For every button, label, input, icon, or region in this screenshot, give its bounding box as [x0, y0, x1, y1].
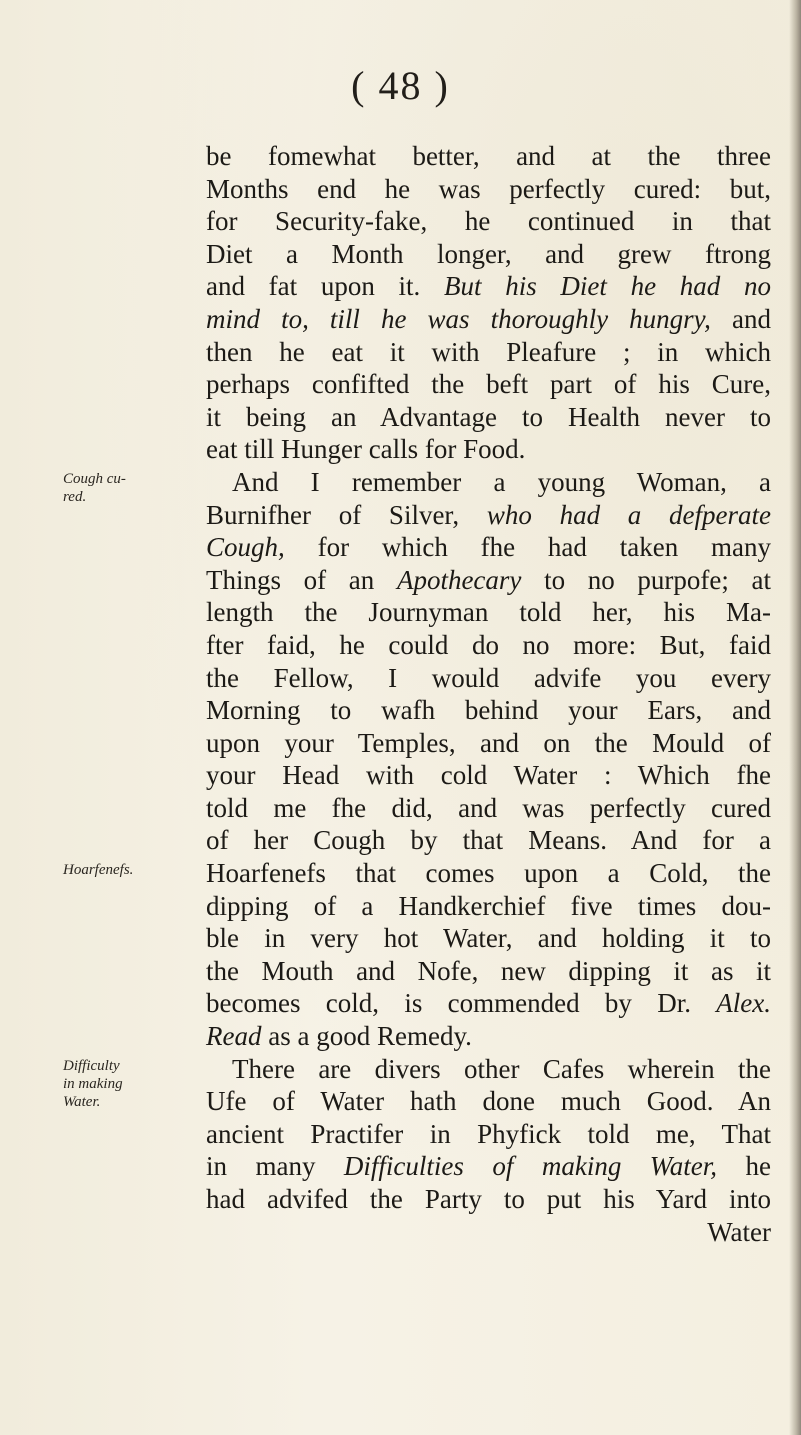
text-segment: the Mouth and Nofe, new dipping it as it — [206, 955, 771, 986]
text-line — [206, 596, 771, 629]
text-segment: And I remember a young Woman, a — [232, 466, 771, 497]
italic-text: Alex. — [716, 988, 771, 1019]
text-segment: Hoarfenefs that comes upon a Cold, the — [206, 858, 771, 889]
text-line — [206, 238, 771, 271]
text-line — [206, 173, 771, 206]
text-segment: Diet a Month longer, and grew ftrong — [206, 238, 771, 269]
text-segment: ancient Practifer in Phyfick told me, That — [206, 1118, 771, 1149]
text-segment: for which fhe had taken many — [284, 532, 771, 563]
text-segment: length the Journyman told her, his Ma- — [206, 597, 771, 628]
text-line — [206, 1020, 771, 1053]
text-line — [206, 922, 771, 955]
text-segment: as a good Remedy. — [261, 1021, 472, 1052]
text-segment: dipping of a Handkerchief five times dou- — [206, 890, 771, 921]
text-segment: upon your Temples, and on the Mould of — [206, 727, 771, 758]
margin-note-line: Cough cu- — [63, 471, 126, 487]
margin-note-line: in making — [63, 1075, 123, 1092]
text-line — [206, 629, 771, 662]
text-segment: eat till Hunger calls for Food. — [206, 434, 526, 465]
text-segment: Ufe of Water hath done much Good. An — [206, 1086, 771, 1117]
text-segment: Burnifher of Silver, — [206, 499, 487, 530]
margin-note-line: Difficulty — [63, 1057, 120, 1074]
italic-text: Apothecary — [396, 564, 522, 595]
text-segment: told me fhe did, and was perfectly cured — [206, 792, 771, 823]
text-segment: fter faid, he could do no more: But, faid — [206, 629, 771, 660]
text-line — [206, 401, 771, 434]
text-line — [206, 499, 771, 532]
text-line — [206, 1150, 771, 1183]
text-line — [206, 1085, 771, 1118]
text-segment: and — [710, 303, 771, 334]
text-segment: it being an Advantage to Health never to — [206, 401, 771, 432]
text-line — [206, 1183, 771, 1216]
text-line — [206, 694, 771, 727]
margin-note-line: Hoarfenefs. — [63, 862, 134, 879]
text-line — [206, 140, 771, 173]
text-segment: There are divers other Cafes wherein the — [232, 1053, 771, 1084]
text-segment: Things of an — [206, 564, 397, 595]
text-segment: becomes cold, is commended by Dr. — [206, 988, 717, 1019]
text-line — [206, 270, 771, 303]
text-line — [206, 531, 771, 564]
text-line — [206, 987, 771, 1020]
text-segment: he — [717, 1151, 771, 1182]
text-segment: ble in very hot Water, and holding it to — [206, 923, 771, 954]
margin-note — [63, 470, 191, 506]
text-segment: be fomewhat better, and at the three — [206, 141, 771, 171]
italic-text: Read — [206, 1021, 262, 1052]
body-text — [206, 140, 771, 1248]
text-segment: then he eat it with Pleafure ; in which — [206, 336, 771, 367]
text-line — [206, 564, 771, 597]
page-edge-shadow — [789, 0, 801, 1435]
text-line — [206, 662, 771, 695]
text-segment: to no purpofe; at — [521, 564, 771, 595]
italic-text: who had a defperate — [486, 499, 771, 530]
text-line — [206, 336, 771, 369]
text-line — [206, 890, 771, 923]
text-segment: the Fellow, I would advife you every — [206, 662, 771, 693]
italic-text: Cough, — [206, 532, 285, 563]
text-line — [206, 759, 771, 792]
text-segment: for Security-fake, he continued in that — [206, 206, 771, 237]
text-line — [206, 727, 771, 760]
text-line — [206, 368, 771, 401]
text-line — [206, 433, 771, 466]
text-line — [206, 792, 771, 825]
text-segment: and fat upon it. — [206, 271, 445, 302]
text-line — [206, 466, 771, 499]
text-line — [206, 955, 771, 988]
margin-note-line: red. — [63, 489, 87, 505]
text-segment: Morning to wafh behind your Ears, and — [206, 695, 771, 726]
text-line — [206, 1118, 771, 1151]
text-segment: your Head with cold Water : Which fhe — [206, 760, 771, 791]
text-segment: of her Cough by that Means. And for a — [206, 825, 771, 856]
italic-text: But his Diet he had no — [444, 271, 771, 302]
italic-text: Difficulties of making Water, — [343, 1151, 718, 1182]
margin-note — [63, 861, 191, 879]
text-segment: in many — [206, 1151, 344, 1182]
text-segment: Water — [707, 1216, 771, 1247]
page-number: ( 48 ) — [351, 63, 450, 108]
text-line — [206, 1053, 771, 1086]
text-line — [206, 857, 771, 890]
italic-text: mind to, till he was thoroughly hungry, — [206, 303, 711, 334]
text-line — [206, 824, 771, 857]
margin-note — [63, 1057, 191, 1111]
margin-note-line: Water. — [63, 1093, 101, 1110]
text-segment: perhaps confifted the beft part of his Cure, — [206, 369, 771, 400]
text-line — [206, 205, 771, 238]
text-line — [206, 303, 771, 336]
text-segment: had advifed the Party to put his Yard into — [206, 1184, 771, 1214]
text-line — [206, 1216, 771, 1249]
text-segment: Months end he was perfectly cured: but, — [206, 173, 771, 204]
